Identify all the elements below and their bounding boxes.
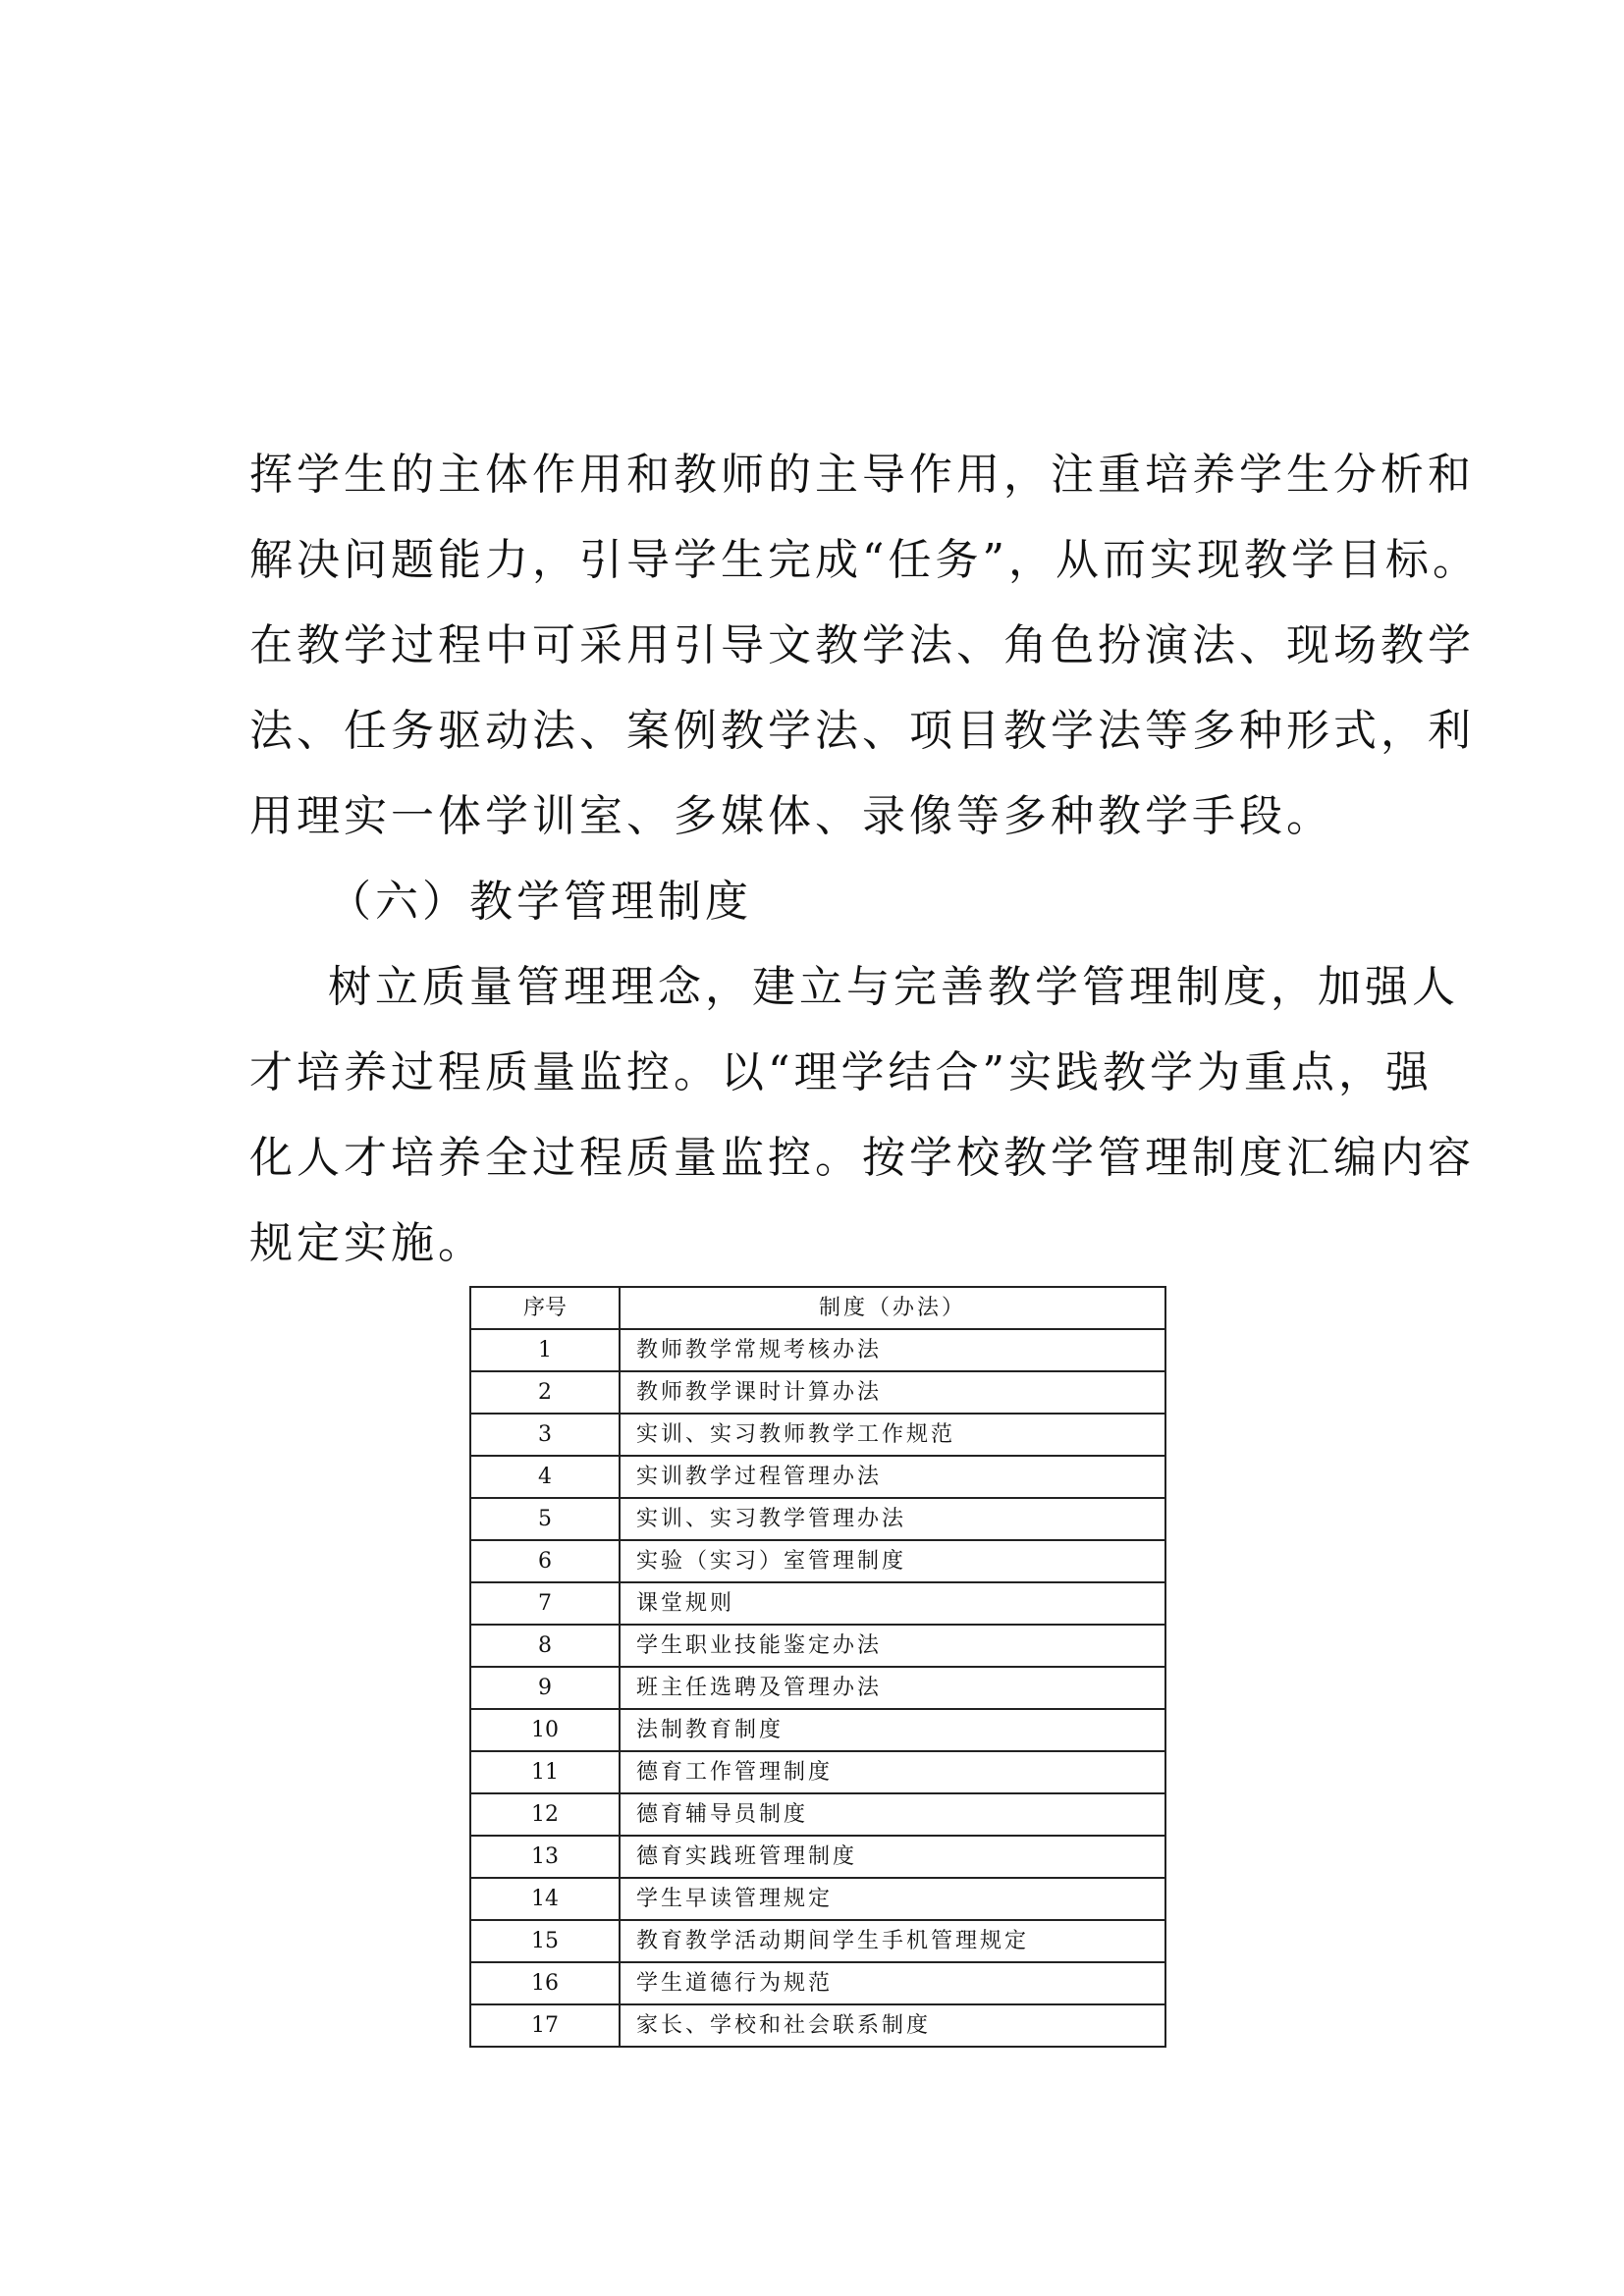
row-rule-name: 教师教学课时计算办法 — [620, 1371, 1165, 1414]
row-number: 4 — [470, 1456, 620, 1498]
paragraph-line: 挥学生的主体作用和教师的主导作用，注重培养学生分析和 — [249, 450, 1475, 500]
row-rule-name: 法制教育制度 — [620, 1709, 1165, 1751]
row-number: 2 — [470, 1371, 620, 1414]
row-rule-name: 家长、学校和社会联系制度 — [620, 2004, 1165, 2047]
table-row — [470, 1878, 1165, 1920]
table-row — [470, 1836, 1165, 1878]
row-number: 12 — [470, 1793, 620, 1836]
table-row — [470, 1920, 1165, 1962]
table-row — [470, 2004, 1165, 2047]
table-row — [470, 1667, 1165, 1709]
row-number: 5 — [470, 1498, 620, 1540]
row-number: 8 — [470, 1625, 620, 1667]
row-number: 15 — [470, 1920, 620, 1962]
row-number: 16 — [470, 1962, 620, 2004]
row-number: 9 — [470, 1667, 620, 1709]
paragraph-line: 用理实一体学训室、多媒体、录像等多种教学手段。 — [249, 791, 1333, 841]
body-text — [249, 432, 1480, 1286]
table-row — [470, 1962, 1165, 2004]
row-rule-name: 教育教学活动期间学生手机管理规定 — [620, 1920, 1165, 1962]
paragraph-line: 化人才培养全过程质量监控。按学校教学管理制度汇编内容 — [249, 1133, 1475, 1183]
rules-table-wrapper — [469, 1286, 1166, 2048]
row-rule-name: 实训、实习教师教学工作规范 — [620, 1414, 1165, 1456]
row-rule-name: 班主任选聘及管理办法 — [620, 1667, 1165, 1709]
table-row — [470, 1709, 1165, 1751]
table-row — [470, 1751, 1165, 1793]
row-rule-name: 实验（实习）室管理制度 — [620, 1540, 1165, 1582]
row-rule-name: 德育实践班管理制度 — [620, 1836, 1165, 1878]
table-row — [470, 1456, 1165, 1498]
row-number: 11 — [470, 1751, 620, 1793]
table-row — [470, 1329, 1165, 1371]
row-number: 14 — [470, 1878, 620, 1920]
row-number: 1 — [470, 1329, 620, 1371]
paragraph-line: 才培养过程质量监控。以“理学结合”实践教学为重点，强 — [249, 1047, 1433, 1097]
row-rule-name: 德育工作管理制度 — [620, 1751, 1165, 1793]
table-row — [470, 1582, 1165, 1625]
row-rule-name: 课堂规则 — [620, 1582, 1165, 1625]
paragraph-line: 解决问题能力，引导学生完成“任务”，从而实现教学目标。 — [249, 535, 1480, 585]
row-number: 10 — [470, 1709, 620, 1751]
row-rule-name: 实训教学过程管理办法 — [620, 1456, 1165, 1498]
rules-table — [469, 1286, 1166, 2048]
row-rule-name: 德育辅导员制度 — [620, 1793, 1165, 1836]
header-number: 序号 — [470, 1287, 620, 1329]
row-number: 6 — [470, 1540, 620, 1582]
table-row — [470, 1540, 1165, 1582]
row-rule-name: 学生早读管理规定 — [620, 1878, 1165, 1920]
table-row — [470, 1371, 1165, 1414]
row-number: 17 — [470, 2004, 620, 2047]
row-number: 3 — [470, 1414, 620, 1456]
paragraph-line: 规定实施。 — [249, 1218, 485, 1268]
row-number: 13 — [470, 1836, 620, 1878]
paragraph-line: 在教学过程中可采用引导文教学法、角色扮演法、现场教学 — [249, 620, 1475, 670]
header-rule-name: 制度（办法） — [620, 1287, 1165, 1329]
table-row — [470, 1793, 1165, 1836]
table-header-row — [470, 1287, 1165, 1329]
paragraph-line: 法、任务驱动法、案例教学法、项目教学法等多种形式，利 — [249, 706, 1475, 756]
table-row — [470, 1414, 1165, 1456]
row-rule-name: 学生职业技能鉴定办法 — [620, 1625, 1165, 1667]
paragraph-line: 树立质量管理理念，建立与完善教学管理制度，加强人 — [328, 962, 1459, 1012]
row-rule-name: 学生道德行为规范 — [620, 1962, 1165, 2004]
table-row — [470, 1625, 1165, 1667]
section-heading: （六）教学管理制度 — [328, 877, 752, 927]
row-number: 7 — [470, 1582, 620, 1625]
row-rule-name: 教师教学常规考核办法 — [620, 1329, 1165, 1371]
row-rule-name: 实训、实习教学管理办法 — [620, 1498, 1165, 1540]
table-row — [470, 1498, 1165, 1540]
